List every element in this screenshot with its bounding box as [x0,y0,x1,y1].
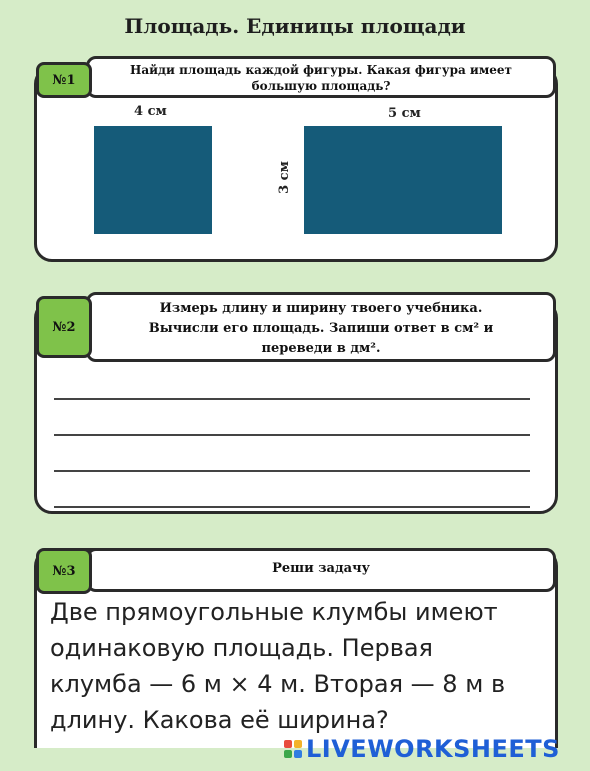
task3-number-badge [36,548,92,594]
task3-line-3: клумба — 6 м × 4 м. Вторая — 8 м в [50,670,506,698]
task1-question-text: Найди площадь каждой фигуры. Какая фигура имеет большую площадь? [130,63,512,93]
task2-question-text: Измерь длину и ширину твоего учебника. Вычисли его площадь. Запиши ответ в см² и переведи в дм². [148,301,494,356]
answer-line-2[interactable] [54,434,530,436]
task3-number: №3 [52,563,76,579]
task2-question [86,292,556,362]
liveworksheets-icon [284,740,302,758]
answer-line-1[interactable] [54,398,530,400]
page-title: Площадь. Единицы площади [124,14,466,38]
task3-heading-text: Реши задачу [272,561,370,576]
task2-number: №2 [52,319,76,335]
liveworksheets-brand: LIVEWORKSHEETS [306,735,560,763]
task1-number: №1 [52,72,76,88]
rectangle-figure [304,126,502,234]
task1-question [86,56,556,98]
task3-line-2: одинаковую площадь. Первая [50,634,433,662]
task3-heading [86,548,556,592]
square-figure [94,126,212,234]
liveworksheets-logo [284,733,560,765]
square-width-label: 4 см [134,104,167,119]
task3-line-4: длину. Какова её ширина? [50,706,389,734]
rect-height-label: 3 см [276,161,292,194]
answer-line-3[interactable] [54,470,530,472]
task3-line-1: Две прямоугольные клумбы имеют [50,598,498,626]
task3-problem-text [50,594,550,738]
task2-number-badge [36,296,92,358]
task1-number-badge [36,62,92,98]
answer-line-4[interactable] [54,506,530,508]
rect-width-label: 5 см [388,106,421,121]
